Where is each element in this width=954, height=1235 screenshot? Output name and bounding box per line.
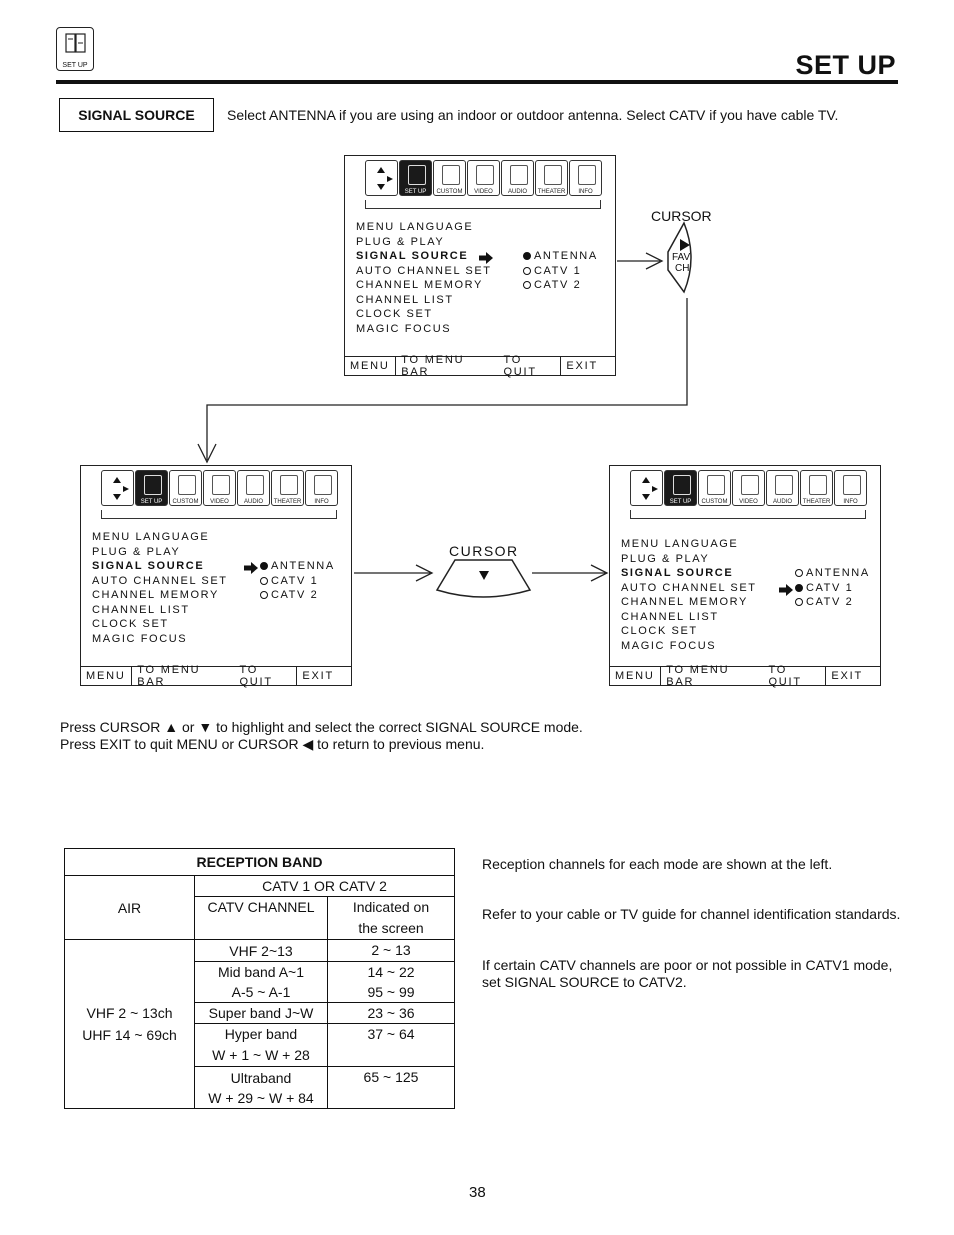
note-1: Reception channels for each mode are shown at the left. (482, 856, 833, 872)
menu-item[interactable]: MAGIC FOCUS (356, 322, 452, 335)
menu-item[interactable]: CLOCK SET (356, 308, 433, 320)
vhf-range: VHF 2 ~ 13ch (86, 1005, 173, 1021)
band-cell (195, 1067, 328, 1109)
tab-label: AUDIO (507, 189, 527, 195)
option-label: CATV 1 (271, 574, 319, 587)
bottom-bar-to-quit: TO QUIT (239, 664, 273, 688)
menu-item[interactable]: CLOCK SET (92, 618, 169, 630)
band-cell (195, 962, 328, 1003)
tab-label: SET UP (404, 189, 427, 195)
tab-label: AUDIO (243, 499, 263, 505)
option-label: CATV 2 (534, 279, 582, 291)
bottom-bar-to-menu-bar: TO MENU BAR (131, 667, 234, 685)
tab-label: VIDEO (739, 499, 758, 505)
indicated-header (328, 897, 455, 940)
tab-label: INFO (578, 189, 593, 195)
band-cell (195, 940, 328, 962)
tab-label: AUDIO (772, 499, 792, 505)
screen-line: 37 ~ 64 (367, 1026, 415, 1042)
bottom-bar-to-menu-bar: TO MENU BAR (395, 357, 498, 375)
cursor-label-mid: CURSOR (449, 543, 519, 559)
menu-item[interactable]: MENU LANGUAGE (92, 531, 210, 543)
bottom-bar-to-quit: TO QUIT (768, 664, 802, 688)
screen-line: 95 ~ 99 (367, 984, 415, 1000)
band-line: A-5 ~ A-1 (231, 984, 291, 1000)
catv-channel-header: CATV CHANNEL (195, 897, 328, 940)
intro-text: Select ANTENNA if you are using an indoor or outdoor antenna. Select CATV if you have cable TV. (227, 107, 839, 123)
tab-label: SET UP (140, 499, 163, 505)
menu-item[interactable]: MAGIC FOCUS (621, 639, 717, 652)
catv-header: CATV 1 OR CATV 2 (195, 876, 455, 897)
menu-item[interactable]: PLUG & PLAY (92, 545, 181, 558)
screen-line: 14 ~ 22 (367, 964, 415, 980)
menu-item[interactable]: CHANNEL LIST (356, 293, 454, 306)
band-line: VHF 2~13 (229, 942, 293, 959)
menu-item[interactable]: CHANNEL MEMORY (621, 596, 748, 608)
bottom-bar-exit[interactable]: EXIT (560, 357, 615, 375)
menu-item[interactable]: MAGIC FOCUS (92, 632, 188, 645)
menu-item[interactable]: MENU LANGUAGE (356, 221, 474, 233)
screen-cell (328, 1024, 455, 1067)
page-number: 38 (469, 1184, 486, 1201)
tab-label: VIDEO (474, 189, 493, 195)
reception-band-table (64, 848, 455, 1109)
bottom-bar-menu[interactable]: MENU (350, 360, 390, 372)
tab-label: SET UP (669, 499, 692, 505)
band-cell (195, 1024, 328, 1067)
uhf-range: UHF 14 ~ 69ch (82, 1027, 177, 1043)
menu-item[interactable]: AUTO CHANNEL SET (621, 581, 757, 594)
option-label: ANTENNA (271, 560, 335, 572)
tab-label: CUSTOM (701, 499, 728, 505)
table-title: RECEPTION BAND (65, 849, 455, 876)
screen-cell (328, 1003, 455, 1024)
bottom-bar-menu[interactable]: MENU (615, 670, 655, 682)
band-line: Ultraband (230, 1069, 292, 1086)
bottom-bar-exit[interactable]: EXIT (296, 667, 351, 685)
option-label: ANTENNA (806, 567, 870, 579)
bottom-bar-to-menu-bar: TO MENU BAR (660, 667, 763, 685)
section-label: SIGNAL SOURCE (59, 98, 214, 132)
air-cell: AIR (65, 876, 195, 940)
tab-label: CUSTOM (436, 189, 463, 195)
menu-item[interactable]: PLUG & PLAY (356, 235, 445, 248)
bottom-bar-menu[interactable]: MENU (86, 670, 126, 682)
menu-item[interactable]: AUTO CHANNEL SET (92, 574, 228, 587)
option-label: CATV 1 (534, 264, 582, 277)
tab-label: INFO (314, 499, 329, 505)
menu-item[interactable]: PLUG & PLAY (621, 552, 710, 565)
menu-item[interactable]: SIGNAL SOURCE (621, 567, 734, 579)
menu-item[interactable]: CHANNEL MEMORY (92, 589, 219, 601)
tab-label: THEATER (802, 499, 831, 505)
screen-line: 23 ~ 36 (367, 1005, 415, 1021)
menu-item[interactable]: SIGNAL SOURCE (92, 560, 205, 572)
tab-label: VIDEO (210, 499, 229, 505)
tab-label: CUSTOM (172, 499, 199, 505)
menu-item[interactable]: CHANNEL MEMORY (356, 279, 483, 291)
band-cell (195, 1003, 328, 1024)
menu-item[interactable]: CHANNEL LIST (621, 610, 719, 623)
band-line: W + 1 ~ W + 28 (212, 1047, 310, 1063)
indicated-line-2: the screen (358, 920, 424, 936)
option-label: CATV 2 (806, 596, 854, 608)
note-2: Refer to your cable or TV guide for channel identification standards. (482, 906, 901, 922)
screen-line: 2 ~ 13 (371, 942, 411, 958)
cursor-label-top: CURSOR (651, 208, 712, 224)
fav-label: FAV (672, 252, 691, 263)
option-label: CATV 2 (271, 589, 319, 601)
option-label: CATV 1 (806, 581, 854, 594)
menu-item[interactable]: AUTO CHANNEL SET (356, 264, 492, 277)
menu-item[interactable]: MENU LANGUAGE (621, 538, 739, 550)
page-title: SET UP (795, 50, 896, 80)
band-line: Mid band A~1 (217, 964, 304, 980)
menu-item[interactable]: CLOCK SET (621, 625, 698, 637)
screen-line: 65 ~ 125 (363, 1069, 419, 1085)
menu-item[interactable]: SIGNAL SOURCE (356, 250, 469, 262)
instruction-1: Press CURSOR ▲ or ▼ to highlight and select the correct SIGNAL SOURCE mode. (60, 719, 583, 735)
band-line: Super band J~W (208, 1005, 314, 1021)
air-channels-cell (65, 940, 195, 1109)
tab-label: THEATER (537, 189, 566, 195)
screen-cell (328, 1067, 455, 1109)
band-line: W + 29 ~ W + 84 (208, 1089, 314, 1106)
indicated-line-1: Indicated on (352, 899, 430, 915)
bottom-bar-exit[interactable]: EXIT (825, 667, 880, 685)
menu-item[interactable]: CHANNEL LIST (92, 603, 190, 616)
option-label: ANTENNA (534, 250, 598, 262)
tab-label: INFO (843, 499, 858, 505)
tab-label: THEATER (273, 499, 302, 505)
band-line: Hyper band (224, 1026, 298, 1042)
screen-cell (328, 940, 455, 962)
bottom-bar-to-quit: TO QUIT (503, 354, 537, 378)
note-3: If certain CATV channels are poor or not possible in CATV1 mode, set SIGNAL SOURCE to CATV2. (482, 957, 893, 990)
setup-icon-caption: SET UP (62, 62, 88, 69)
ch-label: CH (675, 263, 690, 274)
instruction-2: Press EXIT to quit MENU or CURSOR ◀ to return to previous menu. (60, 736, 485, 752)
screen-cell (328, 962, 455, 1003)
